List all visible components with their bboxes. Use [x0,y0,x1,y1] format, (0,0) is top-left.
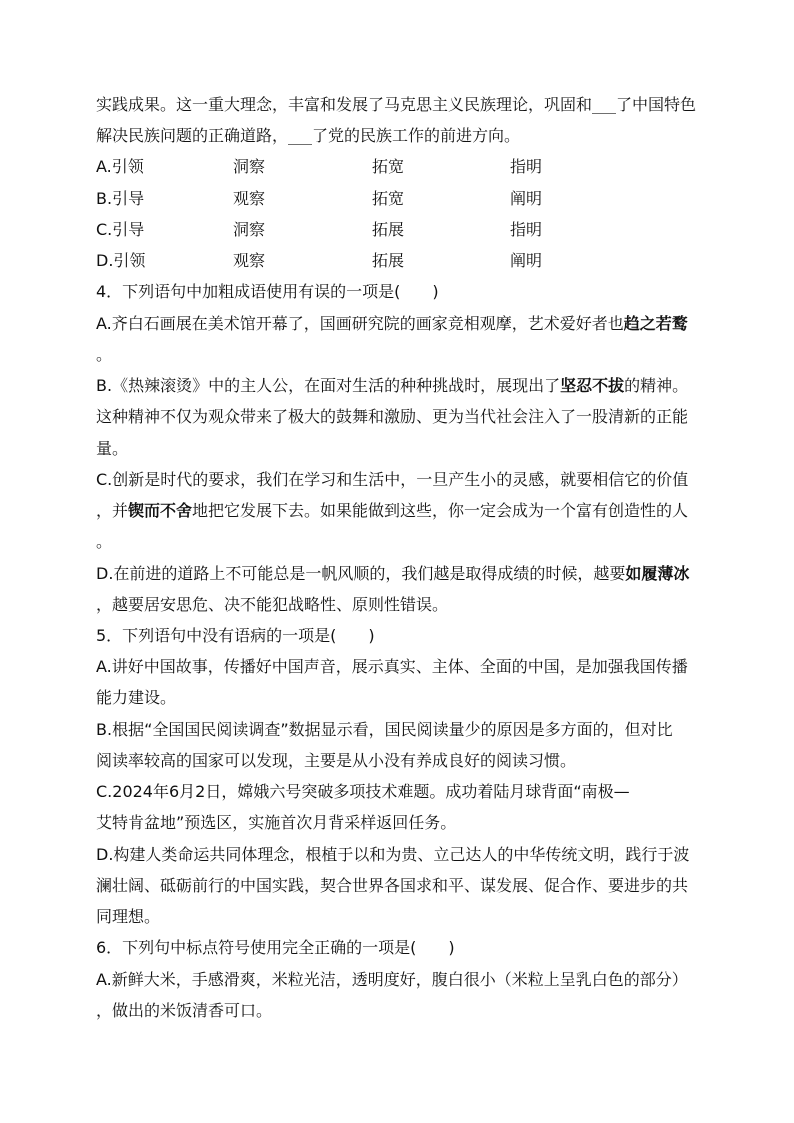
option-word: 观察 [233,251,266,271]
passage-line: 解决民族问题的正确道路，___了党的民族工作的前进方向。 [96,126,521,146]
choice-line [96,558,736,589]
choice-line: ，做出的米饭清香可口。 [96,1000,273,1020]
choice-line: C.2024年6月2日，嫦娥六号突破多项技术难题。成功着陆月球背面“南极— [96,782,630,802]
choice-text: 地把它发展下去。如果能做到这些，你一定会成为一个富有创造性的人 [192,501,689,521]
choice-line: 阅读率较高的国家可以发现，主要是从小没有养成良好的阅读习惯。 [96,750,577,770]
choice-text: D.在前进的道路上不可能总是一帆风顺的，我们越是取得成绩的时候，越要 [96,563,626,583]
option-word: 拓展 [372,251,405,271]
option-row-c [96,214,736,245]
bold-idiom: 如履薄冰 [625,563,690,583]
choice-line: B.根据“全国国民阅读调查”数据显示看，国民阅读量少的原因是多方面的，但对比 [96,719,673,739]
choice-line: 量。 [96,438,129,458]
choice-line: 艾特肯盆地”预选区，实施首次月背采样返回任务。 [96,813,457,833]
choice-line: 这种精神不仅为观众带来了极大的鼓舞和激励、更为当代社会注入了一股清新的正能 [96,407,689,427]
option-word: 指明 [510,219,543,239]
choice-line [96,370,736,401]
option-word: D.引领 [96,251,146,271]
choice-line: 能力建设。 [96,688,177,708]
choice-line: ，越要居安思危、决不能犯战略性、原则性错误。 [96,594,449,614]
option-word: 拓展 [372,219,405,239]
bold-idiom: 坚忍不拔 [560,376,625,396]
choice-line: C.创新是时代的要求，我们在学习和生活中，一旦产生小的灵感，就要相信它的价值 [96,469,689,489]
question-stem-6: 6．下列句中标点符号使用完全正确的一项是( ) [96,938,455,958]
option-row-b [96,183,736,214]
choice-text: ，并 [96,501,129,521]
bold-idiom: 趋之若鹜 [623,313,688,333]
option-word: 洞察 [233,219,266,239]
choice-line [96,308,736,339]
choice-line: A.新鲜大米，手感滑爽，米粒光洁，透明度好，腹白很小（米粒上呈乳白色的部分） [96,969,688,989]
page-content [96,89,736,1026]
choice-text: 的精神。 [624,376,689,396]
choice-line: 澜壮阔、砥砺前行的中国实践，契合世界各国求和平、谋发展、促合作、要进步的共 [96,875,689,895]
option-row-a [96,151,736,182]
option-word: 阐明 [510,251,543,271]
option-row-d [96,245,736,276]
passage-line: 实践成果。这一重大理念，丰富和发展了马克思主义民族理论，巩固和___了中国特色 [96,95,697,114]
choice-text: B.《热辣滚烫》中的主人公，在面对生活的种种挑战时，展现出了 [96,376,561,396]
option-word: B.引导 [96,188,145,208]
choice-line: 。 [96,532,113,552]
option-word: C.引导 [96,219,145,239]
choice-line: 。 [96,344,113,364]
choice-line [96,495,736,526]
option-word: 拓宽 [372,188,405,208]
choice-text: A.齐白石画展在美术馆开幕了，国画研究院的画家竞相观摩，艺术爱好者也 [96,313,624,333]
option-word: 阐明 [510,188,543,208]
option-word: A.引领 [96,157,144,177]
option-word: 洞察 [233,157,266,177]
question-stem-5: 5．下列语句中没有语病的一项是( ) [96,625,375,645]
choice-line: 同理想。 [96,907,161,927]
question-stem-4: 4．下列语句中加粗成语使用有误的一项是( ) [96,282,439,302]
bold-idiom: 锲而不舍 [128,501,193,521]
choice-line: A.讲好中国故事，传播好中国声音，展示真实、主体、全面的中国，是加强我国传播 [96,657,688,677]
option-word: 观察 [233,188,266,208]
option-word: 指明 [510,157,543,177]
option-word: 拓宽 [372,157,405,177]
choice-line: D.构建人类命运共同体理念，根植于以和为贵、立己达人的中华传统文明，践行于波 [96,844,690,864]
